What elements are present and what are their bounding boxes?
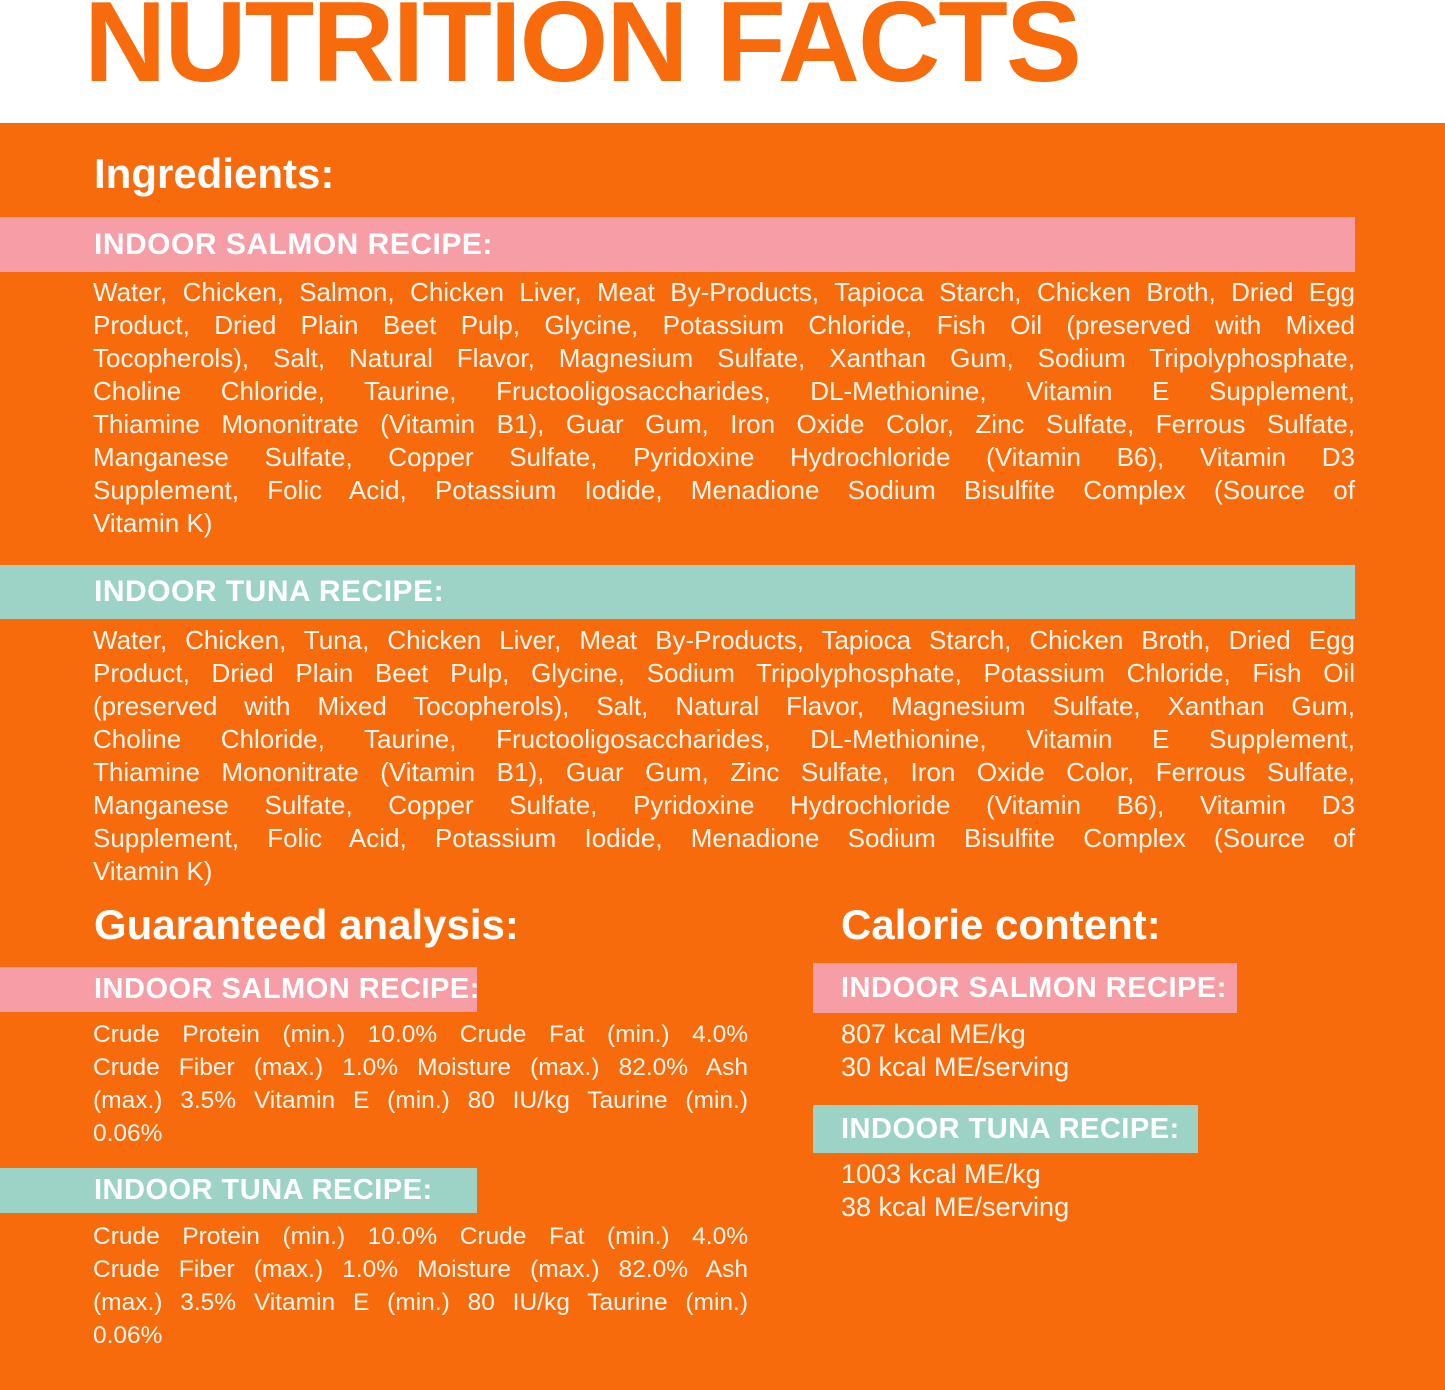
text-line: Crude Protein (min.) 10.0% Crude Fat (min.) 4.0% <box>93 1223 748 1250</box>
salmon-calorie-text <box>841 1018 1341 1084</box>
text-line: Water, Chicken, Tuna, Chicken Liver, Meat By-Products, Tapioca Starch, Chicken Broth, Dried Egg <box>93 625 1355 655</box>
salmon-ingredients-text <box>93 276 1355 540</box>
guaranteed-analysis-heading: Guaranteed analysis: <box>94 901 519 948</box>
header-band <box>0 0 1445 123</box>
text-line: 1003 kcal ME/kg <box>841 1159 1041 1189</box>
text-line: (max.) 3.5% Vitamin E (min.) 80 IU/kg Taurine (min.) <box>93 1289 748 1316</box>
text-line: Vitamin K) <box>93 856 213 886</box>
text-line: 38 kcal ME/serving <box>841 1192 1070 1222</box>
text-line: Manganese Sulfate, Copper Sulfate, Pyridoxine Hydrochloride (Vitamin B6), Vitamin D3 <box>93 442 1355 472</box>
text-line: Thiamine Mononitrate (Vitamin B1), Guar Gum, Zinc Sulfate, Iron Oxide Color, Ferrous Sulfate, <box>93 757 1355 787</box>
tuna-recipe-banner-calories <box>813 1105 1198 1153</box>
tuna-analysis-text <box>93 1220 748 1352</box>
text-line: Vitamin K) <box>93 508 213 538</box>
ingredients-heading: Ingredients: <box>94 150 335 197</box>
recipe-banner-label: INDOOR TUNA RECIPE: <box>94 1174 433 1206</box>
salmon-recipe-banner-calories <box>813 963 1237 1013</box>
text-line: Supplement, Folic Acid, Potassium Iodide, Menadione Sodium Bisulfite Complex (Source of <box>93 823 1355 853</box>
text-line: Product, Dried Plain Beet Pulp, Glycine, Sodium Tripolyphosphate, Potassium Chloride, Fish Oil <box>93 658 1355 688</box>
text-line: Manganese Sulfate, Copper Sulfate, Pyridoxine Hydrochloride (Vitamin B6), Vitamin D3 <box>93 790 1355 820</box>
text-line: (preserved with Mixed Tocopherols), Salt, Natural Flavor, Magnesium Sulfate, Xanthan Gum, <box>93 691 1355 721</box>
text-line: Crude Fiber (max.) 1.0% Moisture (max.) 82.0% Ash <box>93 1054 748 1081</box>
text-line: 0.06% <box>93 1322 163 1349</box>
text-line: 30 kcal ME/serving <box>841 1052 1070 1082</box>
page-title: NUTRITION FACTS <box>84 0 1080 106</box>
tuna-calorie-text <box>841 1158 1341 1224</box>
recipe-banner-label: INDOOR TUNA RECIPE: <box>841 1112 1180 1145</box>
salmon-analysis-text <box>93 1018 748 1150</box>
text-line: Crude Fiber (max.) 1.0% Moisture (max.) 82.0% Ash <box>93 1256 748 1283</box>
recipe-banner-label: INDOOR SALMON RECIPE: <box>841 971 1227 1004</box>
salmon-recipe-banner-analysis <box>0 967 480 1012</box>
text-line: Choline Chloride, Taurine, Fructooligosaccharides, DL-Methionine, Vitamin E Supplement, <box>93 724 1355 754</box>
recipe-banner-label: INDOOR SALMON RECIPE: <box>94 227 493 261</box>
text-line: 0.06% <box>93 1120 163 1147</box>
salmon-recipe-banner-ingredients <box>0 217 1355 272</box>
tuna-recipe-banner-analysis <box>0 1168 477 1213</box>
recipe-banner-label: INDOOR TUNA RECIPE: <box>94 575 445 608</box>
text-line: Water, Chicken, Salmon, Chicken Liver, Meat By-Products, Tapioca Starch, Chicken Broth, Dried Egg <box>93 277 1355 307</box>
text-line: Thiamine Mononitrate (Vitamin B1), Guar Gum, Iron Oxide Color, Zinc Sulfate, Ferrous Sulfate, <box>93 409 1355 439</box>
text-line: Tocopherols), Salt, Natural Flavor, Magnesium Sulfate, Xanthan Gum, Sodium Tripolyphosphate, <box>93 343 1355 373</box>
recipe-banner-label: INDOOR SALMON RECIPE: <box>94 973 480 1005</box>
text-line: Crude Protein (min.) 10.0% Crude Fat (min.) 4.0% <box>93 1021 748 1048</box>
text-line: Product, Dried Plain Beet Pulp, Glycine, Potassium Chloride, Fish Oil (preserved with Mixed <box>93 310 1355 340</box>
text-line: (max.) 3.5% Vitamin E (min.) 80 IU/kg Taurine (min.) <box>93 1087 748 1114</box>
tuna-recipe-banner-ingredients <box>0 565 1355 619</box>
tuna-ingredients-text <box>93 624 1355 888</box>
text-line: 807 kcal ME/kg <box>841 1019 1026 1049</box>
text-line: Choline Chloride, Taurine, Fructooligosaccharides, DL-Methionine, Vitamin E Supplement, <box>93 376 1355 406</box>
calorie-content-heading: Calorie content: <box>841 901 1161 948</box>
text-line: Supplement, Folic Acid, Potassium Iodide, Menadione Sodium Bisulfite Complex (Source of <box>93 475 1355 505</box>
